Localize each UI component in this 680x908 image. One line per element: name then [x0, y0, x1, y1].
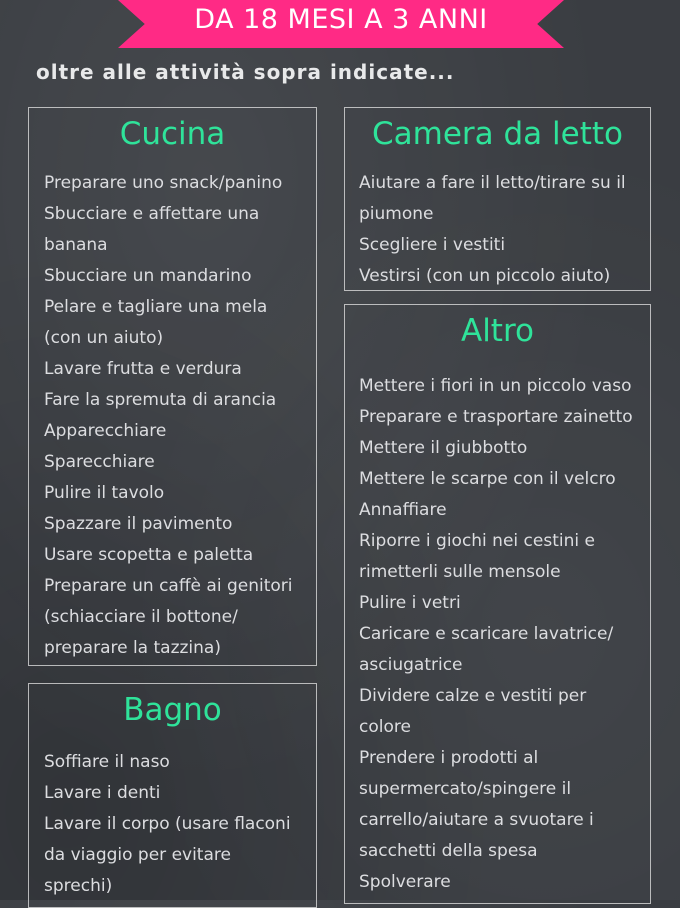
- list-item: sprechi): [44, 876, 113, 896]
- list-item: Lavare il corpo (usare flaconi: [44, 814, 291, 834]
- list-bagno: [29, 747, 316, 902]
- list-item: Riporre i giochi nei cestini e: [359, 531, 595, 551]
- section-bagno: [28, 683, 317, 908]
- list-item: Annaffiare: [359, 500, 447, 520]
- list-item: banana: [44, 235, 108, 255]
- list-item: Mettere il giubbotto: [359, 438, 528, 458]
- list-item: Pulire i vetri: [359, 593, 461, 613]
- section-cucina: [28, 107, 317, 666]
- list-item: Prendere i prodotti al: [359, 748, 539, 768]
- list-item: Sbucciare e affettare una: [44, 204, 260, 224]
- list-item: Vestirsi (con un piccolo aiuto): [359, 266, 611, 286]
- list-item: carrello/aiutare a svuotare i: [359, 810, 594, 830]
- list-item: Preparare e trasportare zainetto: [359, 407, 633, 427]
- list-item: Sbucciare un mandarino: [44, 266, 252, 286]
- section-camera-da-letto: [344, 107, 651, 291]
- list-item: piumone: [359, 204, 434, 224]
- list-item: Mettere le scarpe con il velcro: [359, 469, 616, 489]
- list-camera: [345, 168, 650, 292]
- list-item: Lavare i denti: [44, 783, 161, 803]
- section-title-camera: Camera da letto: [372, 116, 623, 152]
- list-item: Preparare un caffè ai genitori: [44, 576, 293, 596]
- list-item: Spolverare: [359, 872, 451, 892]
- list-item: Caricare e scaricare lavatrice/: [359, 624, 614, 644]
- list-item: da viaggio per evitare: [44, 845, 231, 865]
- list-item: sacchetti della spesa: [359, 841, 538, 861]
- list-item: Fare la spremuta di arancia: [44, 390, 277, 410]
- list-item: Sparecchiare: [44, 452, 155, 472]
- section-title-cucina: Cucina: [119, 116, 226, 152]
- list-item: (con un aiuto): [44, 328, 164, 348]
- list-item: colore: [359, 717, 411, 737]
- section-title-altro: Altro: [460, 313, 534, 349]
- list-item: Soffiare il naso: [44, 752, 170, 772]
- list-item: asciugatrice: [359, 655, 463, 675]
- list-item: supermercato/spingere il: [359, 779, 572, 799]
- section-altro: [344, 304, 651, 904]
- list-item: Scegliere i vestiti: [359, 235, 506, 255]
- list-item: Spazzare il pavimento: [44, 514, 233, 534]
- list-item: Lavare frutta e verdura: [44, 359, 242, 379]
- list-altro: [345, 371, 650, 898]
- list-item: (schiacciare il bottone/: [44, 607, 238, 627]
- list-item: rimetterli sulle mensole: [359, 562, 561, 582]
- list-item: Dividere calze e vestiti per: [359, 686, 587, 706]
- section-title-bagno: Bagno: [123, 692, 222, 728]
- list-item: Mettere i fiori in un piccolo vaso: [359, 376, 632, 396]
- list-item: preparare la tazzina): [44, 638, 221, 658]
- list-item: Pulire il tavolo: [44, 483, 165, 503]
- banner-title: DA 18 MESI A 3 ANNI: [194, 4, 488, 35]
- list-item: Aiutare a fare il letto/tirare su il: [359, 173, 626, 193]
- list-cucina: [29, 168, 316, 664]
- list-item: Apparecchiare: [44, 421, 167, 441]
- list-item: Preparare uno snack/panino: [44, 173, 283, 193]
- page-subtitle: oltre alle attività sopra indicate...: [36, 60, 455, 84]
- list-item: Pelare e tagliare una mela: [44, 297, 268, 317]
- list-item: Usare scopetta e paletta: [44, 545, 254, 565]
